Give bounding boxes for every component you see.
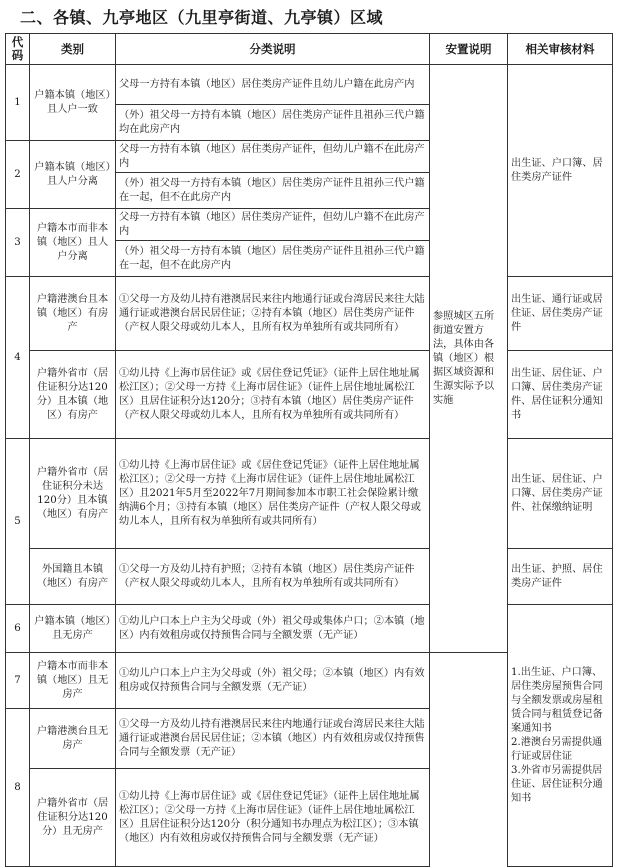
materials-cell: 1.出生证、户口簿、居住类房屋预售合同与全额发票或房屋租赁合同与租赁登记备案通知书 2.港澳台另需提供通行证或居住证 3.外省市另需提供居住证、居住证积分通知书 xyxy=(508,605,613,867)
row-category: 户籍港澳台且本镇（地区）有房产 xyxy=(30,277,116,351)
placement-table xyxy=(5,33,613,867)
table-row xyxy=(6,549,613,605)
row-description: ①幼儿持《上海市居住证》或《居住登记凭证》（证件上居住地址属松江区）；②父母一方持《上海市居住证》（证件上居住地址属松江区）且居住证积分达120分；③持有本镇（地区）居住类房产证件（产权人限父母或幼儿本人，且所有权为单独所有或共同所有） xyxy=(116,351,430,439)
header-category: 类别 xyxy=(30,34,116,65)
materials-cell: 出生证、居住证、户口簿、居住类房产证件、社保缴纳证明 xyxy=(508,439,613,549)
table-row xyxy=(6,605,613,653)
row-category: 户籍本市而非本镇（地区）且无房产 xyxy=(30,653,116,709)
row-description: ①父母一方及幼儿持有护照；②持有本镇（地区）居住类房产证件（产权人限父母或幼儿本人，且所有权为单独所有或共同所有） xyxy=(116,549,430,605)
materials-cell: 出生证、户口簿、居住类房产证件 xyxy=(508,65,613,277)
table-row xyxy=(6,277,613,351)
row-code: 6 xyxy=(6,605,30,653)
row-code: 7 xyxy=(6,653,30,709)
row-category: 户籍港澳台且无房产 xyxy=(30,709,116,769)
page-title: 二、各镇、九亭地区（九里亭街道、九亭镇）区域 xyxy=(20,8,384,27)
row-category: 户籍本镇（地区）且人户一致 xyxy=(30,65,116,141)
materials-cell: 出生证、通行证或居住证、居住类房产证件 xyxy=(508,277,613,351)
header-materials: 相关审核材料 xyxy=(508,34,613,65)
header-description: 分类说明 xyxy=(116,34,430,65)
row-description: ①幼儿持《上海市居住证》或《居住登记凭证》（证件上居住地址属松江区）；②父母一方持《上海市居住证》（证件上居住地址属松江区）且2021年5月至2022年7月期间参加本市职工社会保险累计缴纳满6个月；③持有本镇（地区）居住类房产证件（产权人限父母或幼儿本人，且所有权为单独所有或共同所有） xyxy=(116,439,430,549)
row-description: 父母一方持有本镇（地区）居住类房产证件，但幼儿户籍不在此房产内 xyxy=(116,209,430,241)
row-category: 户籍外省市（居住证积分未达120分）且本镇（地区）有房产 xyxy=(30,439,116,549)
header-arrangement: 安置说明 xyxy=(430,34,508,65)
row-category: 户籍外省市（居住证积分达120分）且本镇（地区）有房产 xyxy=(30,351,116,439)
row-description: ①幼儿持《上海市居住证》或《居住登记凭证》（证件上居住地址属松江区）；②父母一方持《上海市居住证》（证件上居住地址属松江区）且居住证积分达120分（积分通知书办理点为松江区）；③本镇（地区）内有效租房或仅持预售合同与全额发票（无产证） xyxy=(116,769,430,867)
row-description: ①幼儿户口本上户主为父母或（外）祖父母或集体户口；②本镇（地区）内有效租房或仅持预售合同与全额发票（无产证） xyxy=(116,605,430,653)
materials-cell: 出生证、护照、居住类房产证件 xyxy=(508,549,613,605)
table-row xyxy=(6,439,613,549)
row-description: （外）祖父母一方持有本镇（地区）居住类房产证件且祖孙三代户籍均在此房产内 xyxy=(116,105,430,141)
row-category: 外国籍且本镇（地区）有房产 xyxy=(30,549,116,605)
row-description: ①父母一方及幼儿持有港澳居民来往内地通行证或台湾居民来往大陆通行证或港澳台居民居住证；②持有本镇（地区）居住类房产证件（产权人限父母或幼儿本人，且所有权为单独所有或共同所有） xyxy=(116,277,430,351)
row-code: 4 xyxy=(6,277,30,439)
row-code: 5 xyxy=(6,439,30,605)
table-row xyxy=(6,351,613,439)
row-category: 户籍本镇（地区）且人户分离 xyxy=(30,141,116,209)
row-code: 3 xyxy=(6,209,30,277)
header-code: 代码 xyxy=(6,34,30,65)
table-header-row xyxy=(6,34,613,65)
row-description: 父母一方持有本镇（地区）居住类房产证件且幼儿户籍在此房产内 xyxy=(116,65,430,105)
row-code: 8 xyxy=(6,709,30,867)
row-description: ①幼儿户口本上户主为父母或（外）祖父母；②本镇（地区）内有效租房或仅持预售合同与全额发票（无产证） xyxy=(116,653,430,709)
row-description: 父母一方持有本镇（地区）居住类房产证件，但幼儿户籍不在此房产内 xyxy=(116,141,430,173)
row-code: 1 xyxy=(6,65,30,141)
row-category: 户籍外省市（居住证积分达120分）且无房产 xyxy=(30,769,116,867)
row-category: 户籍本镇（地区）且无房产 xyxy=(30,605,116,653)
row-description: （外）祖父母一方持有本镇（地区）居住类房产证件且祖孙三代户籍在一起，但不在此房产内 xyxy=(116,173,430,209)
row-category: 户籍本市而非本镇（地区）且人户分离 xyxy=(30,209,116,277)
row-description: ①父母一方及幼儿持有港澳居民来往内地通行证或台湾居民来往大陆通行证或港澳台居民居住证；②本镇（地区）内有效租房或仅持预售合同与全额发票（无产证） xyxy=(116,709,430,769)
table-row xyxy=(6,65,613,105)
arrangement-cell: 参照城区五所街道安置方法，具体由各镇（地区）根据区域资源和生源实际予以实施 xyxy=(430,65,508,653)
row-description: （外）祖父母一方持有本镇（地区）居住类房产证件且祖孙三代户籍在一起，但不在此房产内 xyxy=(116,241,430,277)
row-code: 2 xyxy=(6,141,30,209)
materials-cell: 出生证、居住证、户口簿、居住类房产证件、居住证积分通知书 xyxy=(508,351,613,439)
